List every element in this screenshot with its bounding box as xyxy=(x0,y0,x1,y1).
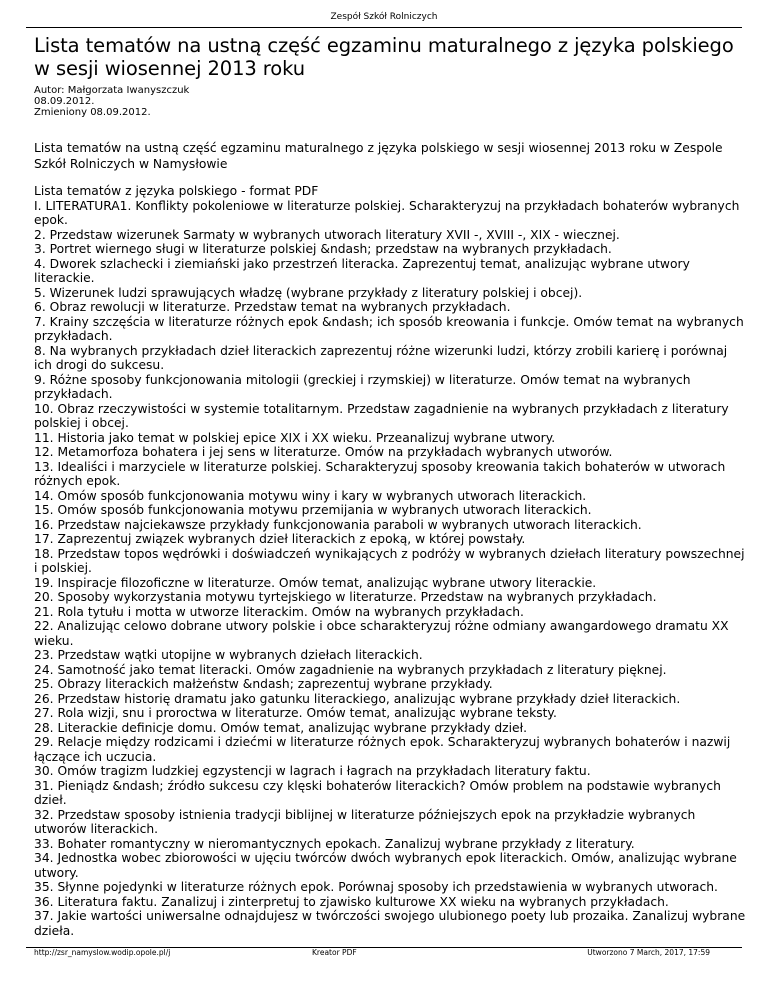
footer-created-date: Utworzono 7 March, 2017, 17:59 xyxy=(587,948,710,957)
topic-item: I. LITERATURA1. Konflikty pokoleniowe w literaturze polskiej. Scharakteryzuj na przykładach bohaterów wybranych epok. xyxy=(34,198,740,227)
topic-item: 26. Przedstaw historię dramatu jako gatunku literackiego, analizując wybrane przykłady dzieł literackich. xyxy=(34,691,681,706)
topic-item: 13. Idealiści i marzyciele w literaturze polskiej. Scharakteryzuj sposoby kreowania takich bohaterów w utworach różnych epok. xyxy=(34,459,726,488)
list-heading: Lista tematów z języka polskiego - format PDF xyxy=(34,184,319,198)
header-divider xyxy=(26,27,742,28)
topic-item: 23. Przedstaw wątki utopijne w wybranych dziełach literackich. xyxy=(34,648,423,662)
topic-item: 12. Metamorfoza bohatera i jej sens w literaturze. Omów na przykładach wybranych utworów. xyxy=(34,445,613,459)
topic-item: 9. Różne sposoby funkcjonowania mitologii (greckiej i rzymskiej) w literaturze. Omów temat na wybranych przykładach. xyxy=(34,372,691,401)
topic-item: 17. Zaprezentuj związek wybranych dzieł literackich z epoką, w której powstały. xyxy=(34,532,526,546)
topic-item: 7. Krainy szczęścia w literaturze różnych epok &ndash; ich sposób kreowania i funkcje. Omów temat na wybranych przykładach. xyxy=(34,314,744,343)
document-meta xyxy=(34,85,189,118)
topic-item: 29. Relacje między rodzicami i dziećmi w literaturze różnych epok. Scharakteryzuj wybranych bohaterów i nazwij łączące ich uczucia. xyxy=(34,735,731,764)
topic-item: 34. Jednostka wobec zbiorowości w ujęciu twórców dwóch wybranych epok literackich. Omów, analizując wybrane utwory. xyxy=(34,851,737,880)
topic-item: 22. Analizując celowo dobrane utwory polskie i obce scharakteryzuj różne odmiany awangardowego dramatu XX wieku. xyxy=(34,619,729,648)
topic-item: 32. Przedstaw sposoby istnienia tradycji biblijnej w literaturze późniejszych epok na przykładzie wybranych utworów literackich. xyxy=(34,807,696,836)
topic-item: 30. Omów tragizm ludzkiej egzystencji w lagrach i łagrach na przykładach literatury faktu. xyxy=(34,764,591,778)
topic-item: 10. Obraz rzeczywistości w systemie totalitarnym. Przedstaw zagadnienie na wybranych przykładach z literatury polskiej i obcej. xyxy=(34,401,729,430)
topic-item: 11. Historia jako temat w polskiej epice XIX i XX wieku. Przeanalizuj wybrane utwory. xyxy=(34,430,556,445)
publish-date: 08.09.2012. xyxy=(34,96,95,107)
topic-item: 3. Portret wiernego sługi w literaturze polskiej &ndash; przedstaw na wybranych przykładach. xyxy=(34,242,612,256)
modified-date: Zmieniony 08.09.2012. xyxy=(34,107,151,118)
topic-item: 21. Rola tytułu i motta w utworze literackim. Omów na wybranych przykładach. xyxy=(34,604,524,619)
document-title: Lista tematów na ustną część egzaminu maturalnego z języka polskiego w sesji wiosennej 2013 roku xyxy=(34,34,734,80)
topic-item: 2. Przedstaw wizerunek Sarmaty w wybranych utworach literatury XVII -, XVIII -, XIX - wiecznej. xyxy=(34,227,620,242)
topic-item: 8. Na wybranych przykładach dzieł literackich zaprezentuj różne wizerunki ludzi, którzy zrobili karierę i porównaj ich drogi do sukcesu. xyxy=(34,343,728,372)
topic-item: 18. Przedstaw topos wędrówki i doświadczeń wynikających z podróży w wybranych dziełach literatury powszechnej i polskiej. xyxy=(34,546,745,575)
topic-item: 14. Omów sposób funkcjonowania motywu winy i kary w wybranych utworach literackich. xyxy=(34,488,587,503)
topic-item: 24. Samotność jako temat literacki. Omów zagadnienie na wybranych przykładach z literatury pięknej. xyxy=(34,662,667,677)
topic-item: 35. Słynne pojedynki w literaturze różnych epok. Porównaj sposoby ich przedstawienia w wybranych utworach. xyxy=(34,880,718,894)
topic-item: 27. Rola wizji, snu i proroctwa w literaturze. Omów temat, analizując wybrane teksty. xyxy=(34,706,557,720)
topic-items xyxy=(34,199,746,939)
topic-item: 37. Jakie wartości uniwersalne odnajdujesz w twórczości swojego ulubionego poety lub prozaika. Zanalizuj wybrane dzieła. xyxy=(34,909,746,938)
topic-item: 33. Bohater romantyczny w nieromantycznych epokach. Zanalizuj wybrane przykłady z literatury. xyxy=(34,836,635,851)
footer-url[interactable]: http://zsr_namyslow.wodip.opole.pl/j xyxy=(34,948,171,957)
page-header-school: Zespół Szkół Rolniczych xyxy=(330,12,438,22)
topic-item: 5. Wizerunek ludzi sprawujących władzę (wybrane przykłady z literatury polskiej i obcej). xyxy=(34,285,583,300)
author-line: Autor: Małgorzata Iwanyszczuk xyxy=(34,85,190,96)
topic-item: 6. Obraz rewolucji w literaturze. Przedstaw temat na wybranych przykładach. xyxy=(34,300,511,314)
topic-item: 25. Obrazy literackich małżeństw &ndash; zaprezentuj wybrane przykłady. xyxy=(34,677,493,691)
footer-creator: Kreator PDF xyxy=(312,948,357,957)
topic-item: 16. Przedstaw najciekawsze przykłady funkcjonowania paraboli w wybranych utworach literackich. xyxy=(34,517,642,532)
topic-item: 15. Omów sposób funkcjonowania motywu przemijania w wybranych utworach literackich. xyxy=(34,503,592,517)
intro-paragraph: Lista tematów na ustną część egzaminu maturalnego z języka polskiego w sesji wiosennej 2013 roku w Zespole Szkół Rolniczych w Namysłowie xyxy=(34,141,723,171)
topic-item: 31. Pieniądz &ndash; źródło sukcesu czy klęski bohaterów literackich? Omów problem na podstawie wybranych dzieł. xyxy=(34,778,721,807)
topic-list xyxy=(34,184,746,938)
topic-item: 28. Literackie definicje domu. Omów temat, analizując wybrane przykłady dzieł. xyxy=(34,720,528,735)
topic-item: 19. Inspiracje filozoficzne w literaturze. Omów temat, analizując wybrane utwory literackie. xyxy=(34,575,597,590)
topic-item: 36. Literatura faktu. Zanalizuj i zinterpretuj to zjawisko kulturowe XX wieku na wybranych przykładach. xyxy=(34,894,669,909)
topic-item: 20. Sposoby wykorzystania motywu tyrtejskiego w literaturze. Przedstaw na wybranych przykładach. xyxy=(34,590,657,604)
topic-item: 4. Dworek szlachecki i ziemiański jako przestrzeń literacka. Zaprezentuj temat, analizując wybrane utwory literackie. xyxy=(34,256,690,285)
